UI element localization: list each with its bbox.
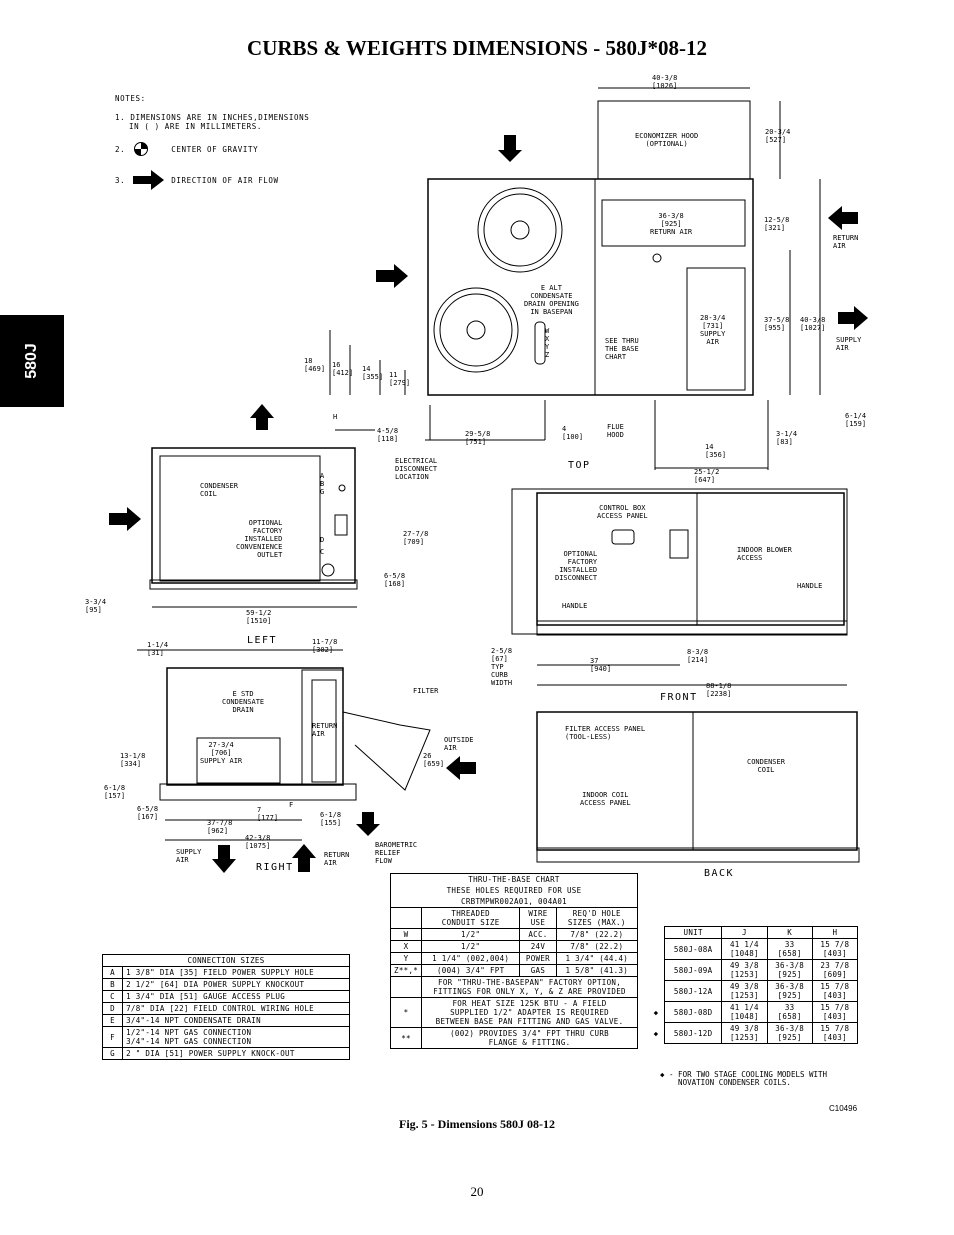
outside-air-arrow [446, 756, 476, 780]
unit-dimensions-table [648, 926, 858, 1044]
dim-20-3-4: 20-3/4 [527] [765, 128, 791, 144]
dim-88-1-8: 88-1/8 [2238] [706, 682, 732, 698]
table-cell: 1 5/8" (41.3) [556, 965, 637, 977]
table-cell: B [103, 979, 123, 991]
table-cell: 49 3/8 [1253] [722, 960, 767, 981]
dim-3-1-4: 3-1/4 [83] [776, 430, 798, 446]
label-std-drain: E STD CONDENSATE DRAIN [222, 690, 265, 714]
table-cell: 7/8" (22.2) [556, 929, 637, 941]
airflow-right-arrow-1 [376, 264, 408, 288]
label-handle-2: HANDLE [797, 582, 823, 590]
table-cell: 41 1/4 [1048] [722, 1002, 767, 1023]
dim-37-5-8: 37-5/8 [955] [764, 316, 790, 332]
condenser-fan-2 [434, 288, 518, 372]
unit-table-note: ◆ - FOR TWO STAGE COOLING MODELS WITH NOVATION CONDENSER COILS. [660, 1070, 828, 1087]
table-cell: 1 3/4" (44.4) [556, 953, 637, 965]
label-curb-width: 2-5/8 [67] TYP CURB WIDTH [491, 647, 513, 687]
dim-1-1-4: 1-1/4 [31] [147, 641, 169, 657]
top-view-outline [428, 179, 753, 395]
table-row [103, 1027, 350, 1048]
view-label-front: FRONT [660, 692, 698, 703]
table-cell: (004) 3/4" FPT [422, 965, 520, 977]
table-row [648, 960, 858, 981]
figure-caption: Fig. 5 - Dimensions 580J 08-12 [399, 1117, 555, 1131]
figure-id: C10496 [829, 1104, 858, 1113]
note-1b: IN ( ) ARE IN MILLIMETERS. [129, 122, 262, 131]
label-convenience-outlet: OPTIONAL FACTORY INSTALLED CONVENIENCE OUTLET [236, 519, 283, 559]
dim-37: 37 [940] [590, 657, 612, 673]
view-label-top: TOP [568, 460, 591, 471]
dim-3-3-4: 3-3/4 [95] [85, 598, 107, 614]
table-cell: 36-3/8 [925] [767, 1023, 812, 1044]
table-cell: 24V [520, 941, 556, 953]
table-cell: 580J-12D [665, 1023, 722, 1044]
dim-6-1-8: 6-1/8 [157] [104, 784, 126, 800]
return-air-arrow [828, 206, 858, 230]
label-indoor-blower: INDOOR BLOWER ACCESS [737, 546, 792, 562]
thru-note-c: (002) PROVIDES 3/4" FPT THRU CURB FLANGE & FITTING. [422, 1028, 638, 1049]
table-cell: E [103, 1015, 123, 1027]
dim-40-3-8: 40-3/8 [1026] [652, 74, 678, 90]
dim-6-1-4: 6-1/4 [159] [845, 412, 867, 428]
table-cell: 7/8" DIA [22] FIELD CONTROL WIRING HOLE [123, 1003, 350, 1015]
connection-sizes-table [102, 954, 350, 1060]
table-cell: 2 " DIA [51] POWER SUPPLY KNOCK-OUT [123, 1048, 350, 1060]
thru-the-base-table [390, 873, 638, 1049]
table-row [103, 1015, 350, 1027]
dim-29-5-8: 29-5/8 [751] [465, 430, 491, 446]
dim-27-7-8: 27-7/8 [709] [403, 530, 429, 546]
table-cell: D [103, 1003, 123, 1015]
dim-4: 4 [100] [562, 425, 584, 441]
label-optional-disconnect: OPTIONAL FACTORY INSTALLED DISCONNECT [555, 550, 598, 582]
dim-H: H [333, 413, 338, 421]
page-number: 20 [470, 1184, 484, 1199]
table-row [103, 1048, 350, 1060]
table-cell [648, 981, 665, 1002]
note-3-text: DIRECTION OF AIR FLOW [171, 175, 279, 185]
table-cell: 33 [658] [767, 1002, 812, 1023]
dim-11: 11 [279] [389, 371, 411, 387]
table-cell: GAS [520, 965, 556, 977]
dim-14b: 14 [355] [362, 365, 384, 381]
table-cell: 1/2" [422, 941, 520, 953]
table-cell: 580J-08D [665, 1002, 722, 1023]
table-row [391, 953, 638, 965]
thru-col-hole: REQ'D HOLE SIZES (MAX.) [556, 908, 637, 929]
table-row [648, 1023, 858, 1044]
page-title: CURBS & WEIGHTS DIMENSIONS - 580J*08-12 [247, 36, 707, 60]
table-cell: 7/8" (22.2) [556, 941, 637, 953]
table-cell: ACC. [520, 929, 556, 941]
table-cell: 33 [658] [767, 939, 812, 960]
table-cell: 1 1/4" (002,004) [422, 953, 520, 965]
table-cell: Y [391, 953, 422, 965]
dim-59-1-2: 59-1/2 [1510] [246, 609, 272, 625]
unit-col-header: UNIT [665, 927, 722, 939]
thru-star2: ** [391, 1028, 422, 1049]
return-air-up-arrow [292, 844, 316, 872]
table-cell: Z**,* [391, 965, 422, 977]
note-1: 1. DIMENSIONS ARE IN INCHES,DIMENSIONS [115, 113, 310, 122]
thru-note-a: FOR "THRU-THE-BASEPAN" FACTORY OPTION, FITTINGS FOR ONLY X, Y, & Z ARE PROVIDED [422, 977, 638, 998]
table-cell: ◆ [653, 1028, 659, 1038]
label-electrical-disconnect: ELECTRICAL DISCONNECT LOCATION [395, 457, 438, 481]
table-cell: 580J-08A [665, 939, 722, 960]
unit-col-header: J [722, 927, 767, 939]
table-cell: G [103, 1048, 123, 1060]
supply-air-down-arrow [212, 845, 236, 873]
note-3-num: 3. [115, 175, 126, 185]
view-label-back: BACK [704, 868, 735, 879]
table-cell: POWER [520, 953, 556, 965]
note-2-text: CENTER OF GRAVITY [171, 144, 259, 154]
view-label-left: LEFT [247, 635, 278, 646]
dim-6-5-8b: 6-5/8 [167] [137, 805, 159, 821]
label-supply-air-bottom: SUPPLY AIR [176, 848, 202, 864]
table-cell: 3/4"-14 NPT CONDENSATE DRAIN [123, 1015, 350, 1027]
supply-air-arrow [838, 306, 868, 330]
dim-37-7-8: 37-7/8 [962] [207, 819, 233, 835]
table-cell: 15 7/8 [403] [812, 1023, 857, 1044]
table-row [391, 965, 638, 977]
airflow-down-arrow-top [498, 135, 522, 162]
label-barometric: BAROMETRIC RELIEF FLOW [375, 841, 418, 865]
label-supply-air-top: 28-3/4 [731] SUPPLY AIR [700, 314, 726, 346]
thru-col-wire: WIRE USE [520, 908, 556, 929]
table-cell: 49 3/8 [1253] [722, 981, 767, 1002]
table-cell: 15 7/8 [403] [812, 981, 857, 1002]
dim-26: 26 [659] [423, 752, 445, 768]
dim-4-5-8: 4-5/8 [118] [377, 427, 399, 443]
table-cell: 1/2" [422, 929, 520, 941]
label-flue-hood: FLUE HOOD [607, 423, 624, 439]
table-row [103, 967, 350, 979]
label-condenser-coil-back: CONDENSER COIL [747, 758, 785, 774]
label-return-air-bottom: RETURN AIR [324, 851, 350, 867]
table-cell: 15 7/8 [403] [812, 939, 857, 960]
table-row [103, 1003, 350, 1015]
table-cell: 1 3/4" DIA [51] GAUGE ACCESS PLUG [123, 991, 350, 1003]
barometric-arrow [356, 812, 380, 836]
airflow-right-arrow-2 [109, 507, 141, 531]
table-cell: W [391, 929, 422, 941]
table-cell: 36-3/8 [925] [767, 960, 812, 981]
label-handle: HANDLE [562, 602, 588, 610]
dim-11-7-8: 11-7/8 [302] [312, 638, 338, 654]
table-cell: ◆ [653, 1007, 659, 1017]
dim-18: 18 [469] [304, 357, 326, 373]
label-indoor-coil: INDOOR COIL ACCESS PANEL [580, 791, 631, 807]
label-condenser-coil-left: CONDENSER COIL [200, 482, 238, 498]
table-row [391, 941, 638, 953]
table-cell: C [103, 991, 123, 1003]
label-see-thru: SEE THRU THE BASE CHART [605, 337, 639, 361]
table-cell [648, 939, 665, 960]
table-cell: A [103, 967, 123, 979]
table-cell: 580J-12A [665, 981, 722, 1002]
table-cell: 49 3/8 [1253] [722, 1023, 767, 1044]
table-cell: 2 1/2" [64] DIA POWER SUPPLY KNOCKOUT [123, 979, 350, 991]
thru-star: * [391, 998, 422, 1028]
table-cell: 580J-09A [665, 960, 722, 981]
notes-heading: NOTES: [115, 94, 146, 103]
dim-25-1-2: 25-1/2 [647] [694, 468, 720, 484]
condenser-fan-1 [478, 188, 562, 272]
label-return-air-top: 36-3/8 [925] RETURN AIR [650, 212, 693, 236]
airflow-up-arrow-left [250, 404, 274, 430]
label-return-air-right: RETURN AIR [312, 722, 338, 738]
table-cell: 1 3/8" DIA [35] FIELD POWER SUPPLY HOLE [123, 967, 350, 979]
dim-40-3-8b: 40-3/8 [1027] [800, 316, 826, 332]
dim-8-3-8: 8-3/8 [214] [687, 648, 709, 664]
label-economizer-hood: ECONOMIZER HOOD (OPTIONAL) [635, 132, 699, 148]
thru-note-b: FOR HEAT SIZE 125K BTU - A FIELD SUPPLIED 1/2" ADAPTER IS REQUIRED BETWEEN BASE PAN FITTING AND GAS VALVE. [422, 998, 638, 1028]
connection-letter-c: C [320, 548, 325, 556]
dim-14: 14 [356] [705, 443, 727, 459]
table-cell [648, 960, 665, 981]
dim-7: 7 [177] [257, 806, 279, 822]
thru-col-conduit: THREADED CONDUIT SIZE [422, 908, 520, 929]
left-view-outline [152, 448, 355, 583]
table-cell: 15 7/8 [403] [812, 1002, 857, 1023]
label-alt-drain: E ALT CONDENSATE DRAIN OPENING IN BASEPAN [524, 284, 579, 316]
label-supply-air-arrow: SUPPLY AIR [836, 336, 862, 352]
table-row [648, 939, 858, 960]
unit-col-header: K [767, 927, 812, 939]
connection-letter-d: D [320, 536, 325, 544]
thru-base-letters-top: W X Y Z [545, 327, 550, 359]
table-row [648, 1002, 858, 1023]
label-control-box: CONTROL BOX ACCESS PANEL [597, 504, 648, 520]
thru-table-title: THRU-THE-BASE CHART [391, 874, 638, 886]
label-filter-access: FILTER ACCESS PANEL (TOOL-LESS) [565, 725, 646, 741]
table-row [103, 979, 350, 991]
section-tab-label: 580J [23, 343, 40, 379]
unit-col-header: H [812, 927, 857, 939]
note-2-num: 2. [115, 144, 126, 154]
view-label-right: RIGHT [256, 862, 294, 873]
table-row [648, 981, 858, 1002]
dim-16: 16 [412] [332, 361, 354, 377]
table-cell: X [391, 941, 422, 953]
table-cell: 36-3/8 [925] [767, 981, 812, 1002]
dim-6-1-8b: 6-1/8 [155] [320, 811, 342, 827]
label-filter: FILTER [413, 687, 439, 695]
dim-6-5-8: 6-5/8 [168] [384, 572, 406, 588]
dim-13-1-8: 13-1/8 [334] [120, 752, 146, 768]
table-row [103, 991, 350, 1003]
table-cell: 41 1/4 [1048] [722, 939, 767, 960]
connection-letters-left: A B G [320, 472, 325, 496]
label-return-air-arrow: RETURN AIR [833, 234, 859, 250]
table-row [391, 929, 638, 941]
table-cell: 23 7/8 [609] [812, 960, 857, 981]
thru-table-subtitle: THESE HOLES REQUIRED FOR USE [391, 885, 638, 896]
label-supply-air-right: 27-3/4 [706] SUPPLY AIR [200, 741, 243, 765]
table-cell: F [103, 1027, 123, 1048]
table-cell: 1/2"-14 NPT GAS CONNECTION 3/4"-14 NPT GAS CONNECTION [123, 1027, 350, 1048]
connection-letter-f: F [289, 801, 294, 809]
dim-12-5-8: 12-5/8 [321] [764, 216, 790, 232]
connection-table-header: CONNECTION SIZES [103, 955, 350, 967]
dim-42-3-8: 42-3/8 [1075] [245, 834, 271, 850]
label-outside-air: OUTSIDE AIR [444, 736, 474, 752]
thru-table-models: CRBTMPWR002A01, 004A01 [391, 896, 638, 908]
